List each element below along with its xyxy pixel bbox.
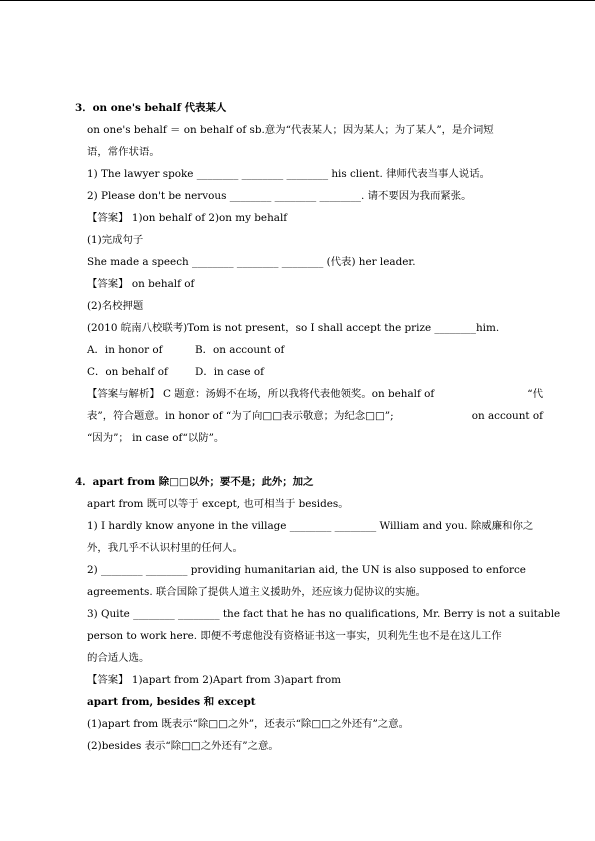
section-4-definition: apart from 既可以等于 except, 也可相当于 besides。 (87, 498, 349, 510)
answer-line: 【答案】 on behalf of (87, 278, 195, 290)
explanation-line-3: “因为”； in case of“以防”。 (87, 432, 225, 444)
option-c: C．on behalf of (87, 366, 168, 378)
section-3-definition-line-1 (87, 123, 543, 137)
exercise-label: (1)完成句子 (87, 234, 144, 246)
explanation-text: 表”，符合题意。in honor of “为了向□□表示敬意；为纪念□□”; (87, 410, 394, 422)
exam-question-stem: (2010 皖南八校联考)Tom is not present，so I shall accept the prize ________him. (87, 322, 500, 334)
example-1-sentence: 1) I hardly know anyone in the village ________ ________ William and you. 除威廉和你之 (87, 520, 534, 532)
answer-line: 【答案】 1)on behalf of 2)on my behalf (87, 212, 288, 224)
note-2: (2)besides 表示“除□□之外还有”之意。 (87, 740, 279, 752)
example-2-sentence: 2) ________ ________ providing humanitarian aid, the UN is also supposed to enforce (87, 564, 526, 576)
option-d: D．in case of (195, 366, 264, 378)
example-3-continuation: person to work here. 即便不考虑他没有资格证书这一事实，贝利先生也不是在这儿工作 (87, 630, 502, 642)
header-rule (0, 0, 595, 1)
example-1-sentence: 1) The lawyer spoke ________ ________ ________ his client. 律师代表当事人说话。 (87, 168, 490, 180)
explanation-text: on account of (471, 410, 543, 422)
example-3-translation-end: 的合适人选。 (87, 652, 150, 664)
exercise-sentence: She made a speech ________ ________ ________ (代表) her leader. (87, 256, 416, 268)
exam-question-label: (2)名校押题 (87, 300, 144, 312)
section-4-heading: 4．apart from 除□□以外；要不是；此外；加之 (75, 476, 314, 488)
explanation-text: “代 (527, 388, 543, 400)
comparison-subheading: apart from, besides 和 except (87, 696, 256, 708)
example-3-sentence: 3) Quite ________ ________ the fact that he has no qualifications, Mr. Berry is not a suitable (87, 608, 561, 620)
example-2-sentence: 2) Please don't be nervous ________ ________ ________. 请不要因为我而紧张。 (87, 190, 472, 202)
section-3-heading: 3．on one's behalf 代表某人 (75, 102, 227, 114)
explanation-line-1 (87, 387, 543, 401)
explanation-text: 【答案与解析】 C 题意：汤姆不在场，所以我将代表他领奖。on behalf of (87, 388, 435, 400)
options-row-1 (87, 343, 387, 357)
definition-text: on one's behalf ＝ on behalf of sb.意为“代表某人；因为某人；为了某人”，是介词短 (87, 124, 494, 136)
answer-line: 【答案】 1)apart from 2)Apart from 3)apart from (87, 674, 341, 686)
example-1-translation: 外，我几乎不认识村里的任何人。 (87, 542, 243, 554)
note-1: (1)apart from 既表示“除□□之外”，还表示“除□□之外还有”之意。 (87, 718, 409, 730)
option-a: A．in honor of (87, 344, 163, 356)
section-3-definition-line-2: 语，常作状语。 (87, 146, 160, 158)
option-b: B．on account of (195, 344, 285, 356)
explanation-line-2 (87, 409, 543, 423)
example-2-translation: agreements. 联合国除了提供人道主义援助外，还应该力促协议的实施。 (87, 586, 427, 598)
options-row-2 (87, 365, 387, 379)
